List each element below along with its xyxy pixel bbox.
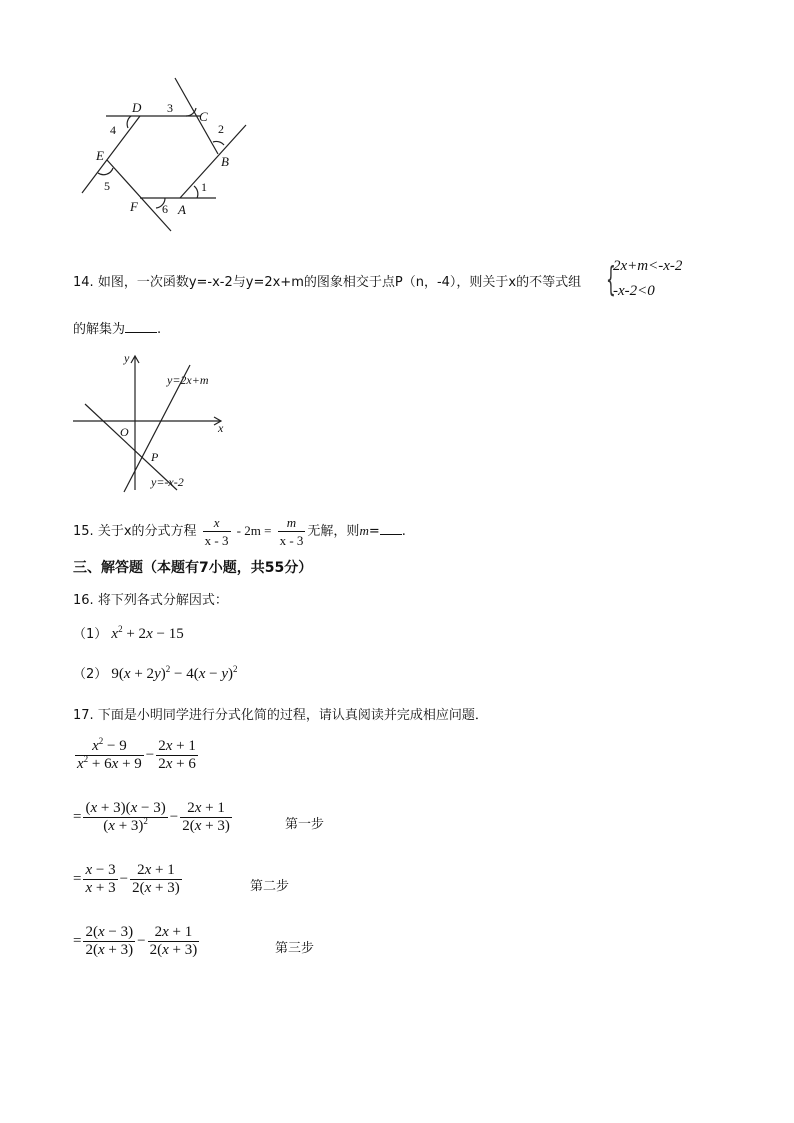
fraction: $\frac{2x + 1}{2(x + 3)}$ — [182, 800, 230, 834]
inequality-2: -x-2<0 — [613, 283, 655, 299]
question-number: 16. — [73, 593, 94, 608]
question-15 — [73, 512, 406, 551]
fraction-denominator: x - 3 — [279, 533, 304, 548]
simplification-step-3: = $\frac{2(x - 3)}{2(x + 3)}$ − $\frac{2x + 1}{2(x + 3)}$ — [73, 924, 198, 958]
angle-label-1: 1 — [201, 180, 207, 194]
fraction: $\frac{x - 3}{x + 3}$ — [85, 862, 116, 896]
x-axis-label: x — [218, 421, 224, 435]
section-heading: 三、解答题（本题有7小题，共55分） — [73, 560, 313, 576]
simplification-original: $\frac{x^2 - 9}{x^2 + 6x + 9}$ − $\frac{2x + 1}{2x + 6}$ — [77, 736, 196, 772]
fraction: $\frac{2x + 1}{2(x + 3)}$ — [132, 862, 180, 896]
angle-label-4: 4 — [110, 123, 116, 137]
angle-label-2: 2 — [218, 122, 224, 136]
line-bf — [180, 125, 246, 198]
vertex-label-b: B — [221, 154, 229, 169]
fraction: $\frac{x^2 - 9}{x^2 + 6x + 9}$ — [77, 736, 142, 772]
point-p-label: P — [151, 450, 159, 464]
question-number: 14. — [73, 275, 94, 290]
vertex-label-a: A — [178, 202, 186, 217]
answer-blank — [125, 320, 157, 333]
equals-sign: = — [368, 524, 380, 539]
angle-label-3: 3 — [167, 101, 173, 115]
angle-label-6: 6 — [162, 202, 168, 216]
inequality-1: 2x+m<-x-2 — [613, 258, 683, 274]
question-end: . — [401, 524, 406, 539]
line-2x-plus-m-label: y=2x+m — [167, 373, 209, 387]
question-text-2: 的解集为 — [73, 322, 126, 337]
vertex-label-e: E — [96, 148, 104, 163]
line-ef — [107, 160, 171, 231]
vertex-label-c: C — [199, 109, 208, 124]
question-number: 17. — [73, 708, 94, 723]
angle-label-5: 5 — [104, 179, 110, 193]
question-text: 下面是小明同学进行分式化简的过程，请认真阅读并完成相应问题． — [97, 708, 488, 723]
fraction: $\frac{2(x - 3)}{2(x + 3)}$ — [85, 924, 134, 958]
fraction: $\frac{(x + 3)(x - 3)}{(x + 3)^2}$ — [85, 800, 166, 834]
expression-1: $x^2 + 2x - 15$ — [111, 624, 184, 642]
arc-angle-4 — [127, 116, 131, 128]
fraction-numerator: x — [203, 514, 231, 532]
question-end: . — [157, 322, 162, 337]
question-text: 如图，一次函数y=-x-2与y=2x+m的图象相交于点P（n，-4），则关于x的不等式组 — [97, 275, 582, 290]
line-neg-x-minus-2-label: y=-x-2 — [151, 475, 184, 489]
step-label-2: 第二步 — [250, 879, 290, 894]
part-label: （1） — [73, 627, 108, 642]
variable-m: m — [359, 523, 369, 538]
simplification-step-2: = $\frac{x - 3}{x + 3}$ − $\frac{2x + 1}{2(x + 3)}$ — [73, 862, 180, 896]
part-label: （2） — [73, 667, 108, 682]
fraction-m-over-x-minus-3 — [278, 514, 306, 549]
answer-blank — [380, 522, 402, 535]
question-16-part-2 — [73, 663, 238, 683]
question-14-line-2 — [73, 318, 161, 337]
arc-angle-2 — [213, 141, 224, 145]
vertex-label-d: D — [132, 100, 142, 115]
question-number: 15. — [73, 524, 94, 539]
vertex-label-f: F — [130, 199, 138, 214]
origin-label: O — [120, 425, 129, 439]
fraction-x-over-x-minus-3 — [203, 514, 231, 549]
expression-2: $9(x + 2y)^2 - 4(x - y)^2$ — [111, 664, 238, 682]
inequality-brace: { — [606, 260, 616, 300]
fraction-numerator: m — [278, 514, 306, 532]
question-16 — [73, 589, 228, 608]
question-text: 关于x的分式方程 — [97, 524, 197, 539]
y-axis-label: y — [124, 351, 130, 365]
question-text: 将下列各式分解因式： — [97, 593, 228, 608]
hexagon-figure — [70, 70, 270, 240]
fraction: $\frac{2x + 1}{2(x + 3)}$ — [149, 924, 198, 958]
question-16-part-1 — [73, 623, 184, 643]
fraction-denominator: x - 3 — [204, 533, 229, 548]
simplification-step-1: = $\frac{(x + 3)(x - 3)}{(x + 3)^2}$ − $\frac{2x + 1}{2(x + 3)}$ — [73, 800, 230, 834]
linear-function-graph — [70, 348, 230, 498]
arc-angle-1 — [194, 186, 198, 198]
fraction: $\frac{2x + 1}{2x + 6}$ — [158, 738, 196, 772]
question-14-line — [73, 271, 581, 290]
question-text-2: 无解，则 — [307, 524, 360, 539]
step-label-1: 第一步 — [285, 817, 325, 832]
arc-angle-3 — [186, 108, 196, 116]
equation-middle: - 2m = — [236, 523, 272, 538]
question-17 — [73, 704, 488, 723]
step-label-3: 第三步 — [275, 941, 315, 956]
